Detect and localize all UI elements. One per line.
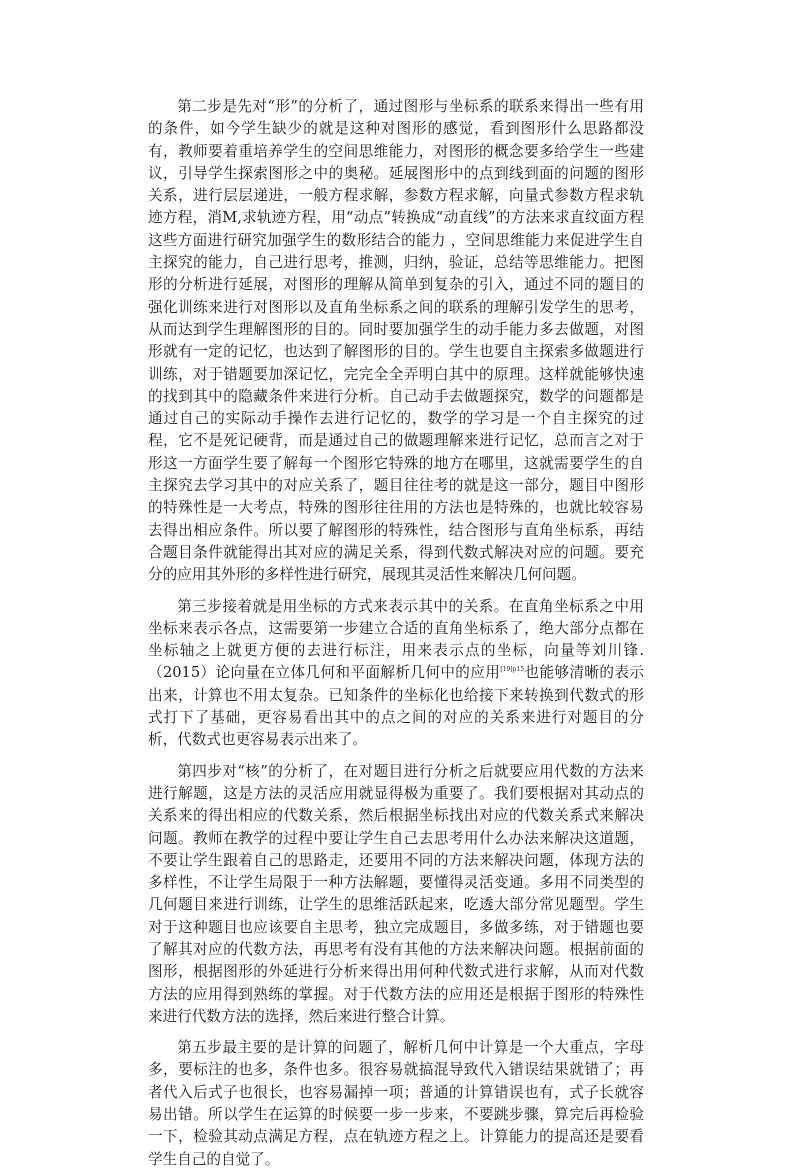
paragraph-step-three <box>148 596 644 752</box>
paragraph-step-four: 第四步对“核”的分析了，在对题目进行分析之后就要应用代数的方法来进行解题，这是方法的灵活应用就显得极为重要了。我们要根据对其动点的关系来的得出相应的代数关系，然后根据坐标找出对应的代数关系式来解决问题。教师在教学的过程中要让学生自己去思考用什么办法来解决这道题，不要让学生跟着自己的思路走，还要用不同的方法来解决问题，体现方法的多样性，不让学生局限于一种方法解题，要懂得灵活变通。多用不同类型的几何题目来进行训练，让学生的思维活跃起来，吃透大部分常见题型。学生对于这种题目也应该要自主思考，独立完成题目，多做多练，对于错题也要了解其对应的代数方法，再思考有没有其他的方法来解决问题。根据前面的图形，根据图形的外延进行分析来得出用何种代数式进行求解，从而对代数方法的应用得到熟练的掌握。对于代数方法的应用还是根据于图形的特殊性来进行代数方法的选择，然后来进行整合计算。 <box>148 762 644 1025</box>
paragraph-step-two: 第二步是先对“形”的分析了，通过图形与坐标系的联系来得出一些有用的条件，如今学生缺少的就是这种对图形的感觉，看到图形什么思路都没有，教师要着重培养学生的空间思维能力，对图形的概念要多给学生一些建议，引导学生探索图形之中的奥秘。延展图形中的点到线到面的问题的图形关系，进行层层递进，一般方程求解，参数方程求解，向量式参数方程求轨迹方程，消M,求轨迹方程，用“动点”转换成“动直线”的方法来求直纹面方程这些方面进行研究加强学生的数形结合的能力 ，空间思维能力来促进学生自主探究的能力，自己进行思考，推测，归纳，验证，总结等思维能力。把图形的分析进行延展，对图形的理解从简单到复杂的引入，通过不同的题目的强化训练来进行对图形以及直角坐标系之间的联系的理解引发学生的思考，从而达到学生理解图形的目的。同时要加强学生的动手能力多去做题，对图形就有一定的记忆，也达到了解图形的目的。学生也要自主探索多做题进行训练，对于错题要加深记忆，完完全全弄明白其中的原理。这样就能够快速的找到其中的隐藏条件来进行分析。自己动手去做题探究，数学的问题都是通过自己的实际动手操作去进行记忆的，数学的学习是一个自主探究的过程，它不是死记硬背，而是通过自己的做题理解来进行记忆，总而言之对于形这一方面学生要了解每一个图形它特殊的地方在哪里，这就需要学生的自主探究去学习其中的对应关系了，题目往往考的就是这一部分，题目中图形的特殊性是一大考点，特殊的图形往往用的方法也是特殊的，也就比较容易去得出相应条件。所以要了解图形的特殊性，结合图形与直角坐标系，再结合题目条件就能得出其对应的满足关系，得到代数式解决对应的问题。要充分的应用其外形的多样性进行研究，展现其灵活性来解决几何问题。 <box>148 98 644 584</box>
paragraph-step-three-text-after: 也能够清晰的表示出来，计算也不用太复杂。已知条件的坐标化也给接下来转换到代数式的形式打下了基础，更容易看出其中的点之间的对应的关系来进行对题目的分析，代数式也更容易表示出来了。 <box>148 664 644 749</box>
document-page <box>148 96 644 1171</box>
paragraph-step-three-text-before: 第三步接着就是用坐标的方式来表示其中的关系。在直角坐标系之中用坐标来表示各点，这需要第一步建立合适的直角坐标系了，绝大部分点都在坐标轴之上就更方便的去进行标注，用来表示点的坐标，向量等刘川锋.（2015）论向量在立体几何和平面解析几何中的应用 <box>148 597 644 682</box>
citation-superscript: [19]p15 <box>500 666 525 674</box>
paragraph-step-five: 第五步最主要的是计算的问题了，解析几何中计算是一个大重点，字母多，要标注的也多，条件也多。很容易就搞混导致代入错误结果就错了；再者代入后式子也很长，也容易漏掉一项；普通的计算错误也有，式子长就容易出错。所以学生在运算的时候要一步一步来，不要跳步骤，算完后再检验一下，检验其动点满足方程，点在轨迹方程之上。计算能力的提高还是要看学生自己的自觉了。 <box>148 1039 644 1168</box>
